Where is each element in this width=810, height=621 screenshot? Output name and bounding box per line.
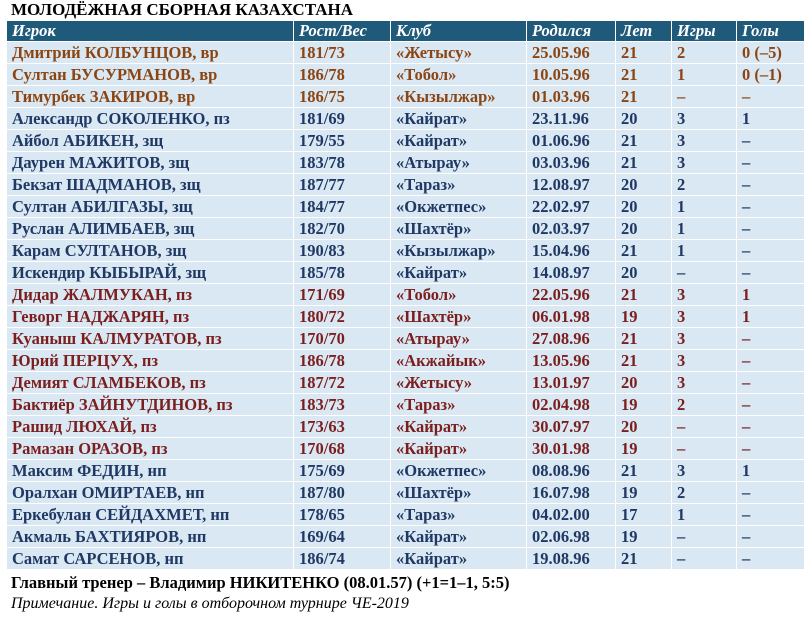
- table-row: [7, 86, 805, 108]
- player-born: 25.05.96: [527, 42, 616, 64]
- player-name: Айбол АБИКЕН, зщ: [7, 130, 294, 152]
- header-age: Лет: [616, 21, 672, 42]
- player-born: 30.07.97: [527, 416, 616, 438]
- player-goals: –: [737, 262, 805, 284]
- player-height-weight: 187/72: [294, 372, 391, 394]
- player-name: Акмаль БАХТИЯРОВ, нп: [7, 526, 294, 548]
- player-goals: –: [737, 416, 805, 438]
- table-row: [7, 526, 805, 548]
- player-height-weight: 186/74: [294, 548, 391, 570]
- player-club: «Кайрат»: [391, 438, 527, 460]
- player-goals: 0 (–1): [737, 64, 805, 86]
- player-age: 19: [616, 438, 672, 460]
- player-born: 10.05.96: [527, 64, 616, 86]
- player-goals: –: [737, 218, 805, 240]
- player-height-weight: 182/70: [294, 218, 391, 240]
- player-club: «Кайрат»: [391, 416, 527, 438]
- player-goals: –: [737, 350, 805, 372]
- player-age: 20: [616, 174, 672, 196]
- player-height-weight: 173/63: [294, 416, 391, 438]
- player-name: Султан БУСУРМАНОВ, вр: [7, 64, 294, 86]
- roster-body: [7, 42, 805, 570]
- player-goals: –: [737, 504, 805, 526]
- player-goals: –: [737, 240, 805, 262]
- header-club: Клуб: [391, 21, 527, 42]
- player-age: 21: [616, 328, 672, 350]
- player-age: 20: [616, 218, 672, 240]
- player-age: 21: [616, 284, 672, 306]
- table-row: [7, 152, 805, 174]
- player-born: 08.08.96: [527, 460, 616, 482]
- table-row: [7, 548, 805, 570]
- player-games: –: [672, 86, 737, 108]
- player-age: 21: [616, 42, 672, 64]
- table-row: [7, 416, 805, 438]
- player-age: 21: [616, 64, 672, 86]
- table-row: [7, 42, 805, 64]
- player-name: Бекзат ШАДМАНОВ, зщ: [7, 174, 294, 196]
- player-games: 1: [672, 64, 737, 86]
- player-born: 22.02.97: [527, 196, 616, 218]
- player-games: 2: [672, 482, 737, 504]
- player-club: «Жетысу»: [391, 42, 527, 64]
- player-games: 2: [672, 174, 737, 196]
- player-goals: 0 (–5): [737, 42, 805, 64]
- header-player: Игрок: [7, 21, 294, 42]
- player-height-weight: 186/78: [294, 64, 391, 86]
- player-games: 3: [672, 350, 737, 372]
- player-name: Демият СЛАМБЕКОВ, пз: [7, 372, 294, 394]
- player-age: 19: [616, 306, 672, 328]
- player-games: 2: [672, 42, 737, 64]
- player-age: 21: [616, 152, 672, 174]
- player-height-weight: 186/75: [294, 86, 391, 108]
- player-height-weight: 183/78: [294, 152, 391, 174]
- table-row: [7, 284, 805, 306]
- header-games: Игры: [672, 21, 737, 42]
- player-games: 3: [672, 306, 737, 328]
- page-title: МОЛОДЁЖНАЯ СБОРНАЯ КАЗАХСТАНА: [11, 0, 353, 19]
- player-games: 3: [672, 152, 737, 174]
- player-age: 20: [616, 416, 672, 438]
- player-born: 03.03.96: [527, 152, 616, 174]
- table-row: [7, 262, 805, 284]
- player-club: «Кайрат»: [391, 108, 527, 130]
- table-row: [7, 482, 805, 504]
- player-age: 21: [616, 86, 672, 108]
- player-games: 3: [672, 372, 737, 394]
- player-age: 20: [616, 196, 672, 218]
- player-name: Султан АБИЛГАЗЫ, зщ: [7, 196, 294, 218]
- table-row: [7, 394, 805, 416]
- player-name: Рашид ЛЮХАЙ, пз: [7, 416, 294, 438]
- player-club: «Кайрат»: [391, 262, 527, 284]
- player-name: Карам СУЛТАНОВ, зщ: [7, 240, 294, 262]
- player-name: Тимурбек ЗАКИРОВ, вр: [7, 86, 294, 108]
- player-born: 04.02.00: [527, 504, 616, 526]
- table-row: [7, 460, 805, 482]
- table-row: [7, 504, 805, 526]
- table-row: [7, 350, 805, 372]
- player-goals: –: [737, 438, 805, 460]
- player-goals: –: [737, 372, 805, 394]
- player-goals: –: [737, 482, 805, 504]
- player-height-weight: 181/69: [294, 108, 391, 130]
- footnote: Примечание. Игры и голы в отборочном турнире ЧЕ-2019: [11, 595, 409, 612]
- player-club: «Акжайык»: [391, 350, 527, 372]
- player-age: 21: [616, 240, 672, 262]
- player-goals: –: [737, 548, 805, 570]
- table-row: [7, 64, 805, 86]
- player-born: 12.08.97: [527, 174, 616, 196]
- player-born: 02.03.97: [527, 218, 616, 240]
- player-games: 1: [672, 504, 737, 526]
- player-height-weight: 185/78: [294, 262, 391, 284]
- player-games: 3: [672, 284, 737, 306]
- player-club: «Кызылжар»: [391, 240, 527, 262]
- player-born: 13.05.96: [527, 350, 616, 372]
- table-header-row: [7, 21, 805, 42]
- table-row: [7, 108, 805, 130]
- player-name: Искендир КЫБЫРАЙ, зщ: [7, 262, 294, 284]
- player-club: «Атырау»: [391, 328, 527, 350]
- player-age: 20: [616, 372, 672, 394]
- player-born: 23.11.96: [527, 108, 616, 130]
- player-born: 01.03.96: [527, 86, 616, 108]
- player-club: «Кайрат»: [391, 130, 527, 152]
- table-row: [7, 438, 805, 460]
- table-row: [7, 130, 805, 152]
- player-age: 20: [616, 262, 672, 284]
- player-height-weight: 169/64: [294, 526, 391, 548]
- player-club: «Атырау»: [391, 152, 527, 174]
- player-games: 2: [672, 394, 737, 416]
- player-height-weight: 187/77: [294, 174, 391, 196]
- player-age: 21: [616, 350, 672, 372]
- player-goals: 1: [737, 460, 805, 482]
- header-height-weight: Рост/Вес: [294, 21, 391, 42]
- player-name: Даурен МАЖИТОВ, зщ: [7, 152, 294, 174]
- player-club: «Тараз»: [391, 504, 527, 526]
- player-name: Дмитрий КОЛБУНЦОВ, вр: [7, 42, 294, 64]
- player-born: 22.05.96: [527, 284, 616, 306]
- table-row: [7, 240, 805, 262]
- player-born: 13.01.97: [527, 372, 616, 394]
- player-goals: 1: [737, 284, 805, 306]
- table-row: [7, 174, 805, 196]
- player-goals: –: [737, 130, 805, 152]
- player-club: «Тараз»: [391, 394, 527, 416]
- header-goals: Голы: [737, 21, 805, 42]
- player-age: 21: [616, 460, 672, 482]
- table-row: [7, 306, 805, 328]
- player-club: «Шахтёр»: [391, 306, 527, 328]
- player-name: Юрий ПЕРЦУХ, пз: [7, 350, 294, 372]
- player-games: 3: [672, 130, 737, 152]
- player-goals: –: [737, 174, 805, 196]
- player-height-weight: 175/69: [294, 460, 391, 482]
- player-goals: –: [737, 86, 805, 108]
- player-club: «Кызылжар»: [391, 86, 527, 108]
- player-height-weight: 180/72: [294, 306, 391, 328]
- player-height-weight: 179/55: [294, 130, 391, 152]
- player-born: 30.01.98: [527, 438, 616, 460]
- player-name: Геворг НАДЖАРЯН, пз: [7, 306, 294, 328]
- player-games: 1: [672, 196, 737, 218]
- player-height-weight: 181/73: [294, 42, 391, 64]
- player-goals: –: [737, 526, 805, 548]
- player-born: 16.07.98: [527, 482, 616, 504]
- player-club: «Кайрат»: [391, 548, 527, 570]
- player-name: Дидар ЖАЛМУКАН, пз: [7, 284, 294, 306]
- player-name: Еркебулан СЕЙДАХМЕТ, нп: [7, 504, 294, 526]
- player-born: 15.04.96: [527, 240, 616, 262]
- player-height-weight: 171/69: [294, 284, 391, 306]
- player-games: –: [672, 526, 737, 548]
- player-club: «Шахтёр»: [391, 218, 527, 240]
- player-age: 19: [616, 526, 672, 548]
- player-goals: –: [737, 196, 805, 218]
- player-age: 17: [616, 504, 672, 526]
- table-row: [7, 328, 805, 350]
- player-age: 21: [616, 130, 672, 152]
- player-games: 3: [672, 460, 737, 482]
- player-games: –: [672, 262, 737, 284]
- player-born: 27.08.96: [527, 328, 616, 350]
- player-name: Оралхан ОМИРТАЕВ, нп: [7, 482, 294, 504]
- player-club: «Тобол»: [391, 64, 527, 86]
- player-goals: –: [737, 152, 805, 174]
- player-games: 1: [672, 240, 737, 262]
- player-height-weight: 187/80: [294, 482, 391, 504]
- player-height-weight: 183/73: [294, 394, 391, 416]
- player-name: Максим ФЕДИН, нп: [7, 460, 294, 482]
- player-games: –: [672, 416, 737, 438]
- player-club: «Окжетпес»: [391, 460, 527, 482]
- player-goals: 1: [737, 108, 805, 130]
- player-games: 3: [672, 328, 737, 350]
- player-games: 3: [672, 108, 737, 130]
- table-row: [7, 196, 805, 218]
- player-born: 02.06.98: [527, 526, 616, 548]
- player-name: Руслан АЛИМБАЕВ, зщ: [7, 218, 294, 240]
- player-name: Рамазан ОРАЗОВ, пз: [7, 438, 294, 460]
- player-age: 19: [616, 482, 672, 504]
- header-born: Родился: [527, 21, 616, 42]
- player-name: Самат САРСЕНОВ, нп: [7, 548, 294, 570]
- player-age: 20: [616, 108, 672, 130]
- player-born: 06.01.98: [527, 306, 616, 328]
- player-height-weight: 170/70: [294, 328, 391, 350]
- player-born: 02.04.98: [527, 394, 616, 416]
- player-club: «Шахтёр»: [391, 482, 527, 504]
- table-row: [7, 372, 805, 394]
- player-goals: –: [737, 394, 805, 416]
- coach-line: Главный тренер – Владимир НИКИТЕНКО (08.01.57) (+1=1–1, 5:5): [11, 573, 510, 592]
- player-games: –: [672, 548, 737, 570]
- player-height-weight: 178/65: [294, 504, 391, 526]
- player-name: Александр СОКОЛЕНКО, пз: [7, 108, 294, 130]
- player-born: 19.08.96: [527, 548, 616, 570]
- player-games: –: [672, 438, 737, 460]
- player-height-weight: 190/83: [294, 240, 391, 262]
- player-born: 01.06.96: [527, 130, 616, 152]
- player-club: «Окжетпес»: [391, 196, 527, 218]
- player-born: 14.08.97: [527, 262, 616, 284]
- player-height-weight: 170/68: [294, 438, 391, 460]
- table-row: [7, 218, 805, 240]
- player-goals: –: [737, 328, 805, 350]
- player-age: 21: [616, 548, 672, 570]
- roster-table: [6, 20, 805, 570]
- player-age: 19: [616, 394, 672, 416]
- player-name: Бактиёр ЗАЙНУТДИНОВ, пз: [7, 394, 294, 416]
- player-name: Куаныш КАЛМУРАТОВ, пз: [7, 328, 294, 350]
- player-club: «Тараз»: [391, 174, 527, 196]
- player-club: «Жетысу»: [391, 372, 527, 394]
- player-goals: 1: [737, 306, 805, 328]
- player-height-weight: 186/78: [294, 350, 391, 372]
- player-games: 1: [672, 218, 737, 240]
- player-height-weight: 184/77: [294, 196, 391, 218]
- player-club: «Тобол»: [391, 284, 527, 306]
- player-club: «Кайрат»: [391, 526, 527, 548]
